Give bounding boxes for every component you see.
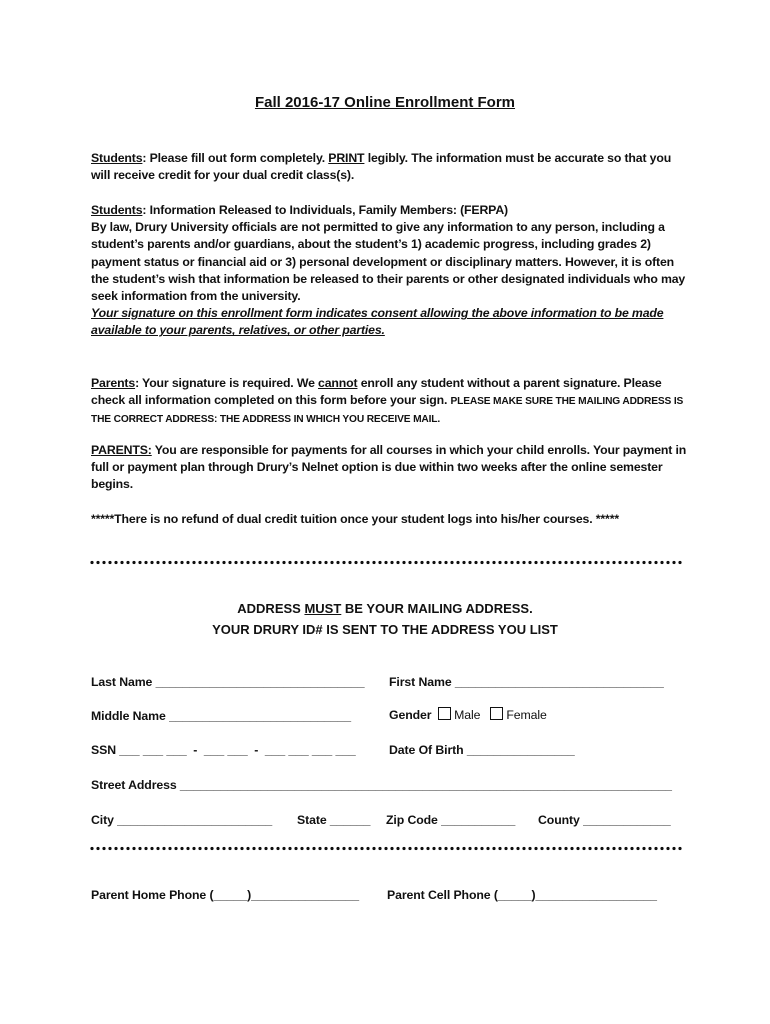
gender-field — [389, 707, 547, 722]
gender-label: Gender — [389, 708, 432, 722]
parents-label: Parents — [91, 376, 136, 390]
parent-home-phone-field[interactable]: Parent Home Phone (_____)________________ — [91, 888, 359, 902]
dotted-divider-bottom — [89, 846, 683, 851]
print-word: PRINT — [328, 151, 365, 165]
middle-name-field[interactable]: Middle Name ___________________________ — [91, 709, 352, 723]
parent-cell-phone-field[interactable]: Parent Cell Phone (_____)__________________ — [387, 888, 657, 902]
dotted-divider-top — [89, 560, 683, 565]
ferpa-students-label: Students — [91, 203, 143, 217]
ssn-field[interactable]: SSN ___ ___ ___ - ___ ___ - ___ ___ ___ ___ — [91, 743, 356, 757]
state-field[interactable]: State ______ — [297, 813, 371, 827]
parents-payment-text: You are responsible for payments for all courses in which your child enrolls. Your payment in full or payment plan through Drury’s Nelnet option is due within two weeks after the online semester begins. — [91, 443, 687, 492]
female-checkbox[interactable] — [490, 707, 503, 720]
form-title: Fall 2016-17 Online Enrollment Form — [254, 94, 516, 111]
address-notice-line1 — [0, 601, 770, 616]
must-word: MUST — [304, 601, 342, 616]
refund-note: *****There is no refund of dual credit tuition once your student logs into his/her courses. ***** — [91, 512, 619, 526]
county-field[interactable]: County _____________ — [538, 813, 671, 827]
male-checkbox[interactable] — [438, 707, 451, 720]
male-label: Male — [454, 708, 481, 722]
mailing-address-warning: PLEASE MAKE SURE THE MAILING ADDRESS IS THE CORRECT ADDRESS: THE ADDRESS IN WHICH YOU RECEIVE MAIL. — [91, 396, 684, 426]
ferpa-heading-text: : Information Released to Individuals, Family Members: (FERPA) — [142, 203, 508, 217]
ferpa-body: By law, Drury University officials are not permitted to give any information to any person, including a student’s parents and/or guardians, about the student’s 1) academic progress, including grades 2) payment status or financial aid or 3) personal development or disciplinary matters. However, it is often the student’s wish that information be released to their parents or other designated individuals who may seek information from the university. — [91, 220, 686, 304]
address-notice-line2: YOUR DRURY ID# IS SENT TO THE ADDRESS YOU LIST — [212, 622, 558, 637]
parents-signature-section — [91, 375, 691, 429]
street-address-field[interactable]: Street Address _________________________________________________________________________ — [91, 778, 672, 792]
students-text-a: : Please fill out form completely. — [142, 151, 329, 165]
first-name-field[interactable]: First Name _______________________________ — [389, 675, 664, 689]
ferpa-section — [91, 202, 691, 340]
address-notice-a: ADDRESS — [237, 601, 305, 616]
female-label: Female — [506, 708, 547, 722]
cannot-word: cannot — [318, 376, 358, 390]
parents-text-b: enroll any student without a parent signature. Please check all information completed on this form before your sign. — [91, 376, 662, 408]
ferpa-heading — [91, 202, 691, 219]
parents-payment-label: PARENTS: — [91, 443, 152, 457]
last-name-field[interactable]: Last Name _______________________________ — [91, 675, 365, 689]
city-field[interactable]: City _______________________ — [91, 813, 273, 827]
date-of-birth-field[interactable]: Date Of Birth ________________ — [389, 743, 575, 757]
students-instructions — [91, 150, 691, 184]
zip-code-field[interactable]: Zip Code ___________ — [386, 813, 516, 827]
parents-payment-section — [91, 442, 691, 494]
ferpa-consent: Your signature on this enrollment form indicates consent allowing the above information to be made available to your parents, relatives, or other parties. — [91, 306, 664, 338]
parents-text-a: : Your signature is required. We — [135, 376, 319, 390]
address-notice-b: BE YOUR MAILING ADDRESS. — [341, 601, 533, 616]
students-text-b: legibly. The information must be accurate so that you will receive credit for your dual credit class(s). — [91, 151, 672, 183]
students-label: Students — [91, 151, 143, 165]
